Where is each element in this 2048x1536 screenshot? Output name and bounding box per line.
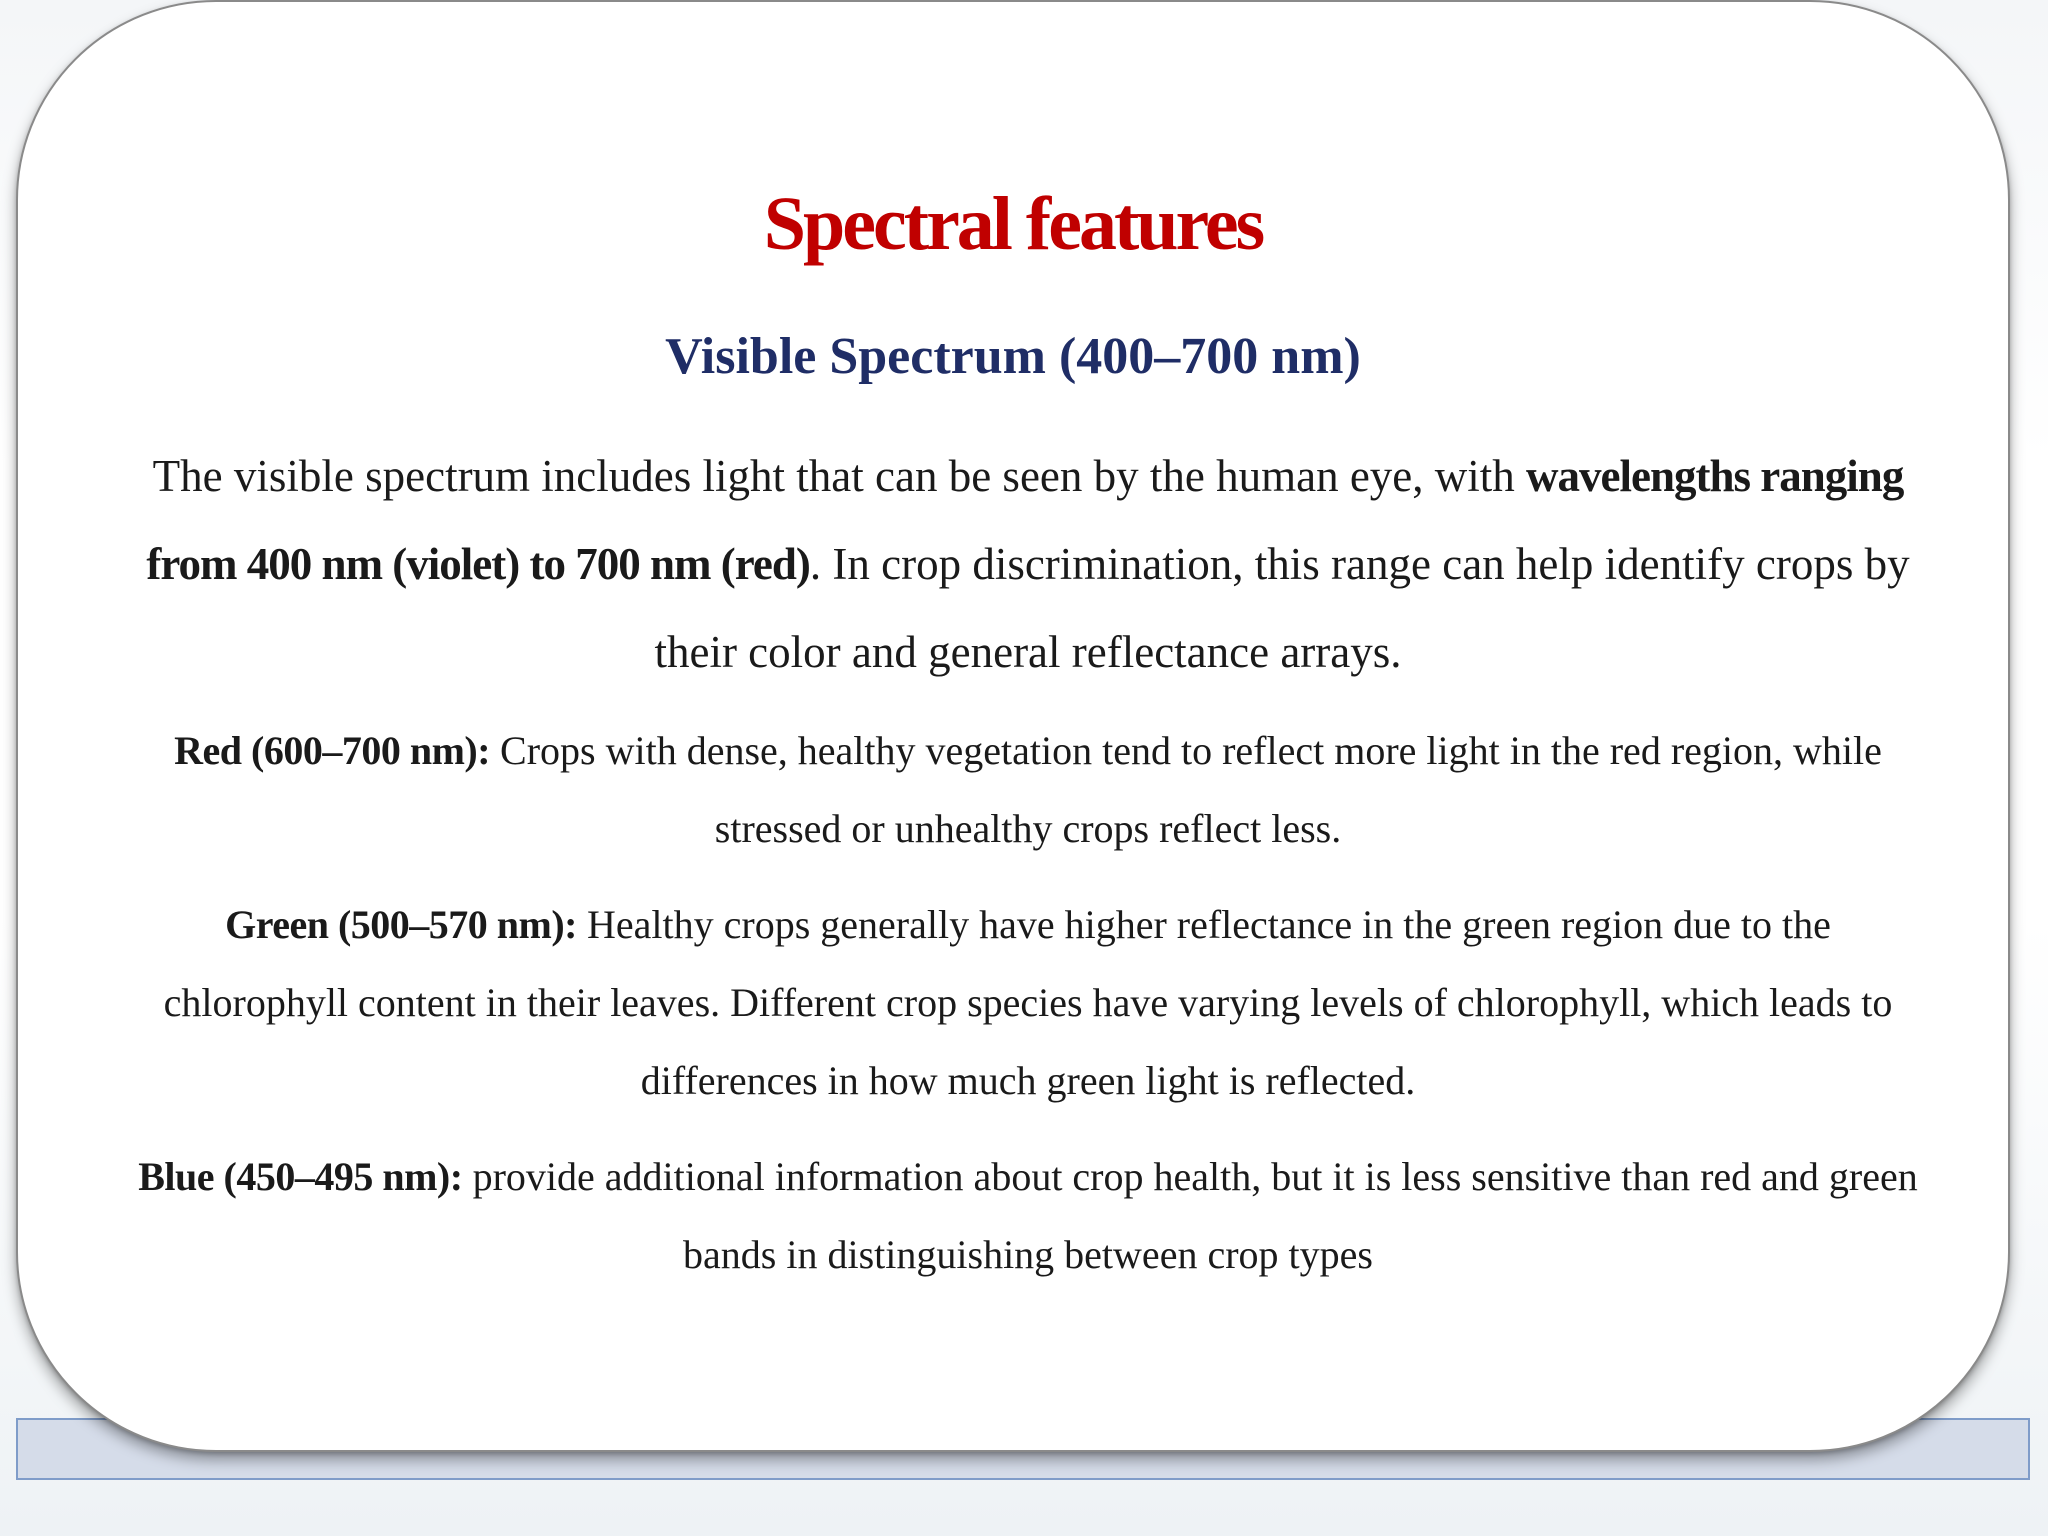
band-red-label: Red (600–700 nm):	[174, 728, 491, 773]
intro-paragraph	[138, 432, 1918, 696]
band-blue-label: Blue (450–495 nm):	[138, 1154, 463, 1199]
slide-subtitle: Visible Spectrum (400–700 nm)	[665, 328, 1361, 385]
slide-title: Spectral features	[763, 182, 1263, 266]
band-green-text: Healthy crops generally have higher reflectance in the green region due to the chlorophyll content in their leaves. Different crop species have varying levels of chlorophyll, which leads to differences in how much green light is reflected.	[163, 902, 1893, 1103]
band-red-paragraph	[138, 712, 1918, 868]
band-blue-text: provide additional information about crop health, but it is less sensitive than red and green bands in distinguishing between crop types	[462, 1154, 1918, 1277]
band-green-paragraph	[138, 886, 1918, 1120]
band-blue-paragraph	[138, 1138, 1918, 1294]
intro-text-end: . In crop discrimination, this range can help identify crops by their color and general reflectance arrays.	[654, 539, 1910, 677]
intro-text: The visible spectrum includes light that can be seen by the human eye, with	[152, 451, 1527, 501]
band-green-label: Green (500–570 nm):	[225, 902, 578, 947]
intro-bold-text: wavelengths ranging from 400 nm (violet) to 700 nm (red)	[146, 451, 1904, 589]
slide-card	[16, 0, 2010, 1452]
band-red-text: Crops with dense, healthy vegetation tend to reflect more light in the red region, while stressed or unhealthy crops reflect less.	[490, 728, 1882, 851]
